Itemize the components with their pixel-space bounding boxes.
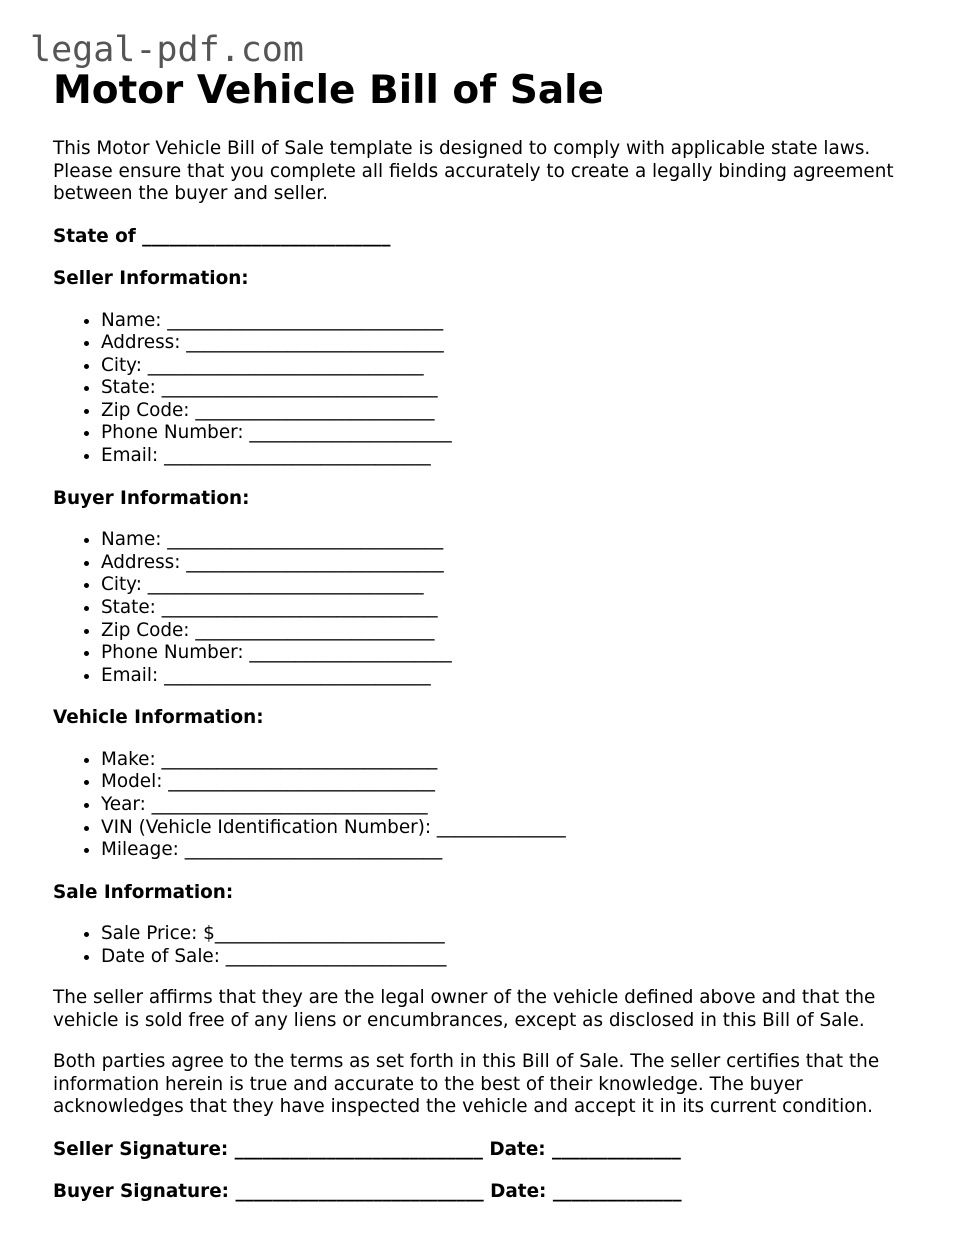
buyer-state-field: • State: ______________________________ xyxy=(101,597,933,620)
vehicle-mileage-field: • Mileage: ____________________________ xyxy=(101,839,933,862)
seller-field-list xyxy=(53,310,933,468)
sale-price-field: • Sale Price: $_________________________ xyxy=(101,923,933,946)
seller-city-field: • City: ______________________________ xyxy=(101,355,933,378)
vehicle-make-field: • Make: ______________________________ xyxy=(101,749,933,772)
sale-date-field: • Date of Sale: ________________________ xyxy=(101,946,933,969)
seller-signature-line: Seller Signature: ___________________________ Date: ______________ xyxy=(53,1138,681,1160)
seller-name-field: • Name: ______________________________ xyxy=(101,310,933,333)
seller-section-heading: Seller Information: xyxy=(53,268,249,289)
intro-paragraph: This Motor Vehicle Bill of Sale template is designed to comply with applicable state laws. Please ensure that you complete all fields accurately to create a legally binding agreement between the buyer and seller. xyxy=(53,138,894,204)
vehicle-vin-field: • VIN (Vehicle Identification Number): ______________ xyxy=(101,817,933,840)
buyer-field-list xyxy=(53,529,933,687)
vehicle-model-field: • Model: _____________________________ xyxy=(101,771,933,794)
buyer-email-field: • Email: _____________________________ xyxy=(101,665,933,688)
buyer-phone-field: • Phone Number: ______________________ xyxy=(101,642,933,665)
vehicle-field-list xyxy=(53,749,933,862)
buyer-address-field: • Address: ____________________________ xyxy=(101,552,933,575)
buyer-name-field: • Name: ______________________________ xyxy=(101,529,933,552)
sale-section-heading: Sale Information: xyxy=(53,881,234,903)
vehicle-year-field: • Year: ______________________________ xyxy=(101,794,933,817)
vehicle-section-heading: Vehicle Information: xyxy=(53,707,264,729)
affirmation-paragraph: The seller affirms that they are the legal owner of the vehicle defined above and that the vehicle is sold free of any liens or encumbrances, except as disclosed in this Bill of Sale. xyxy=(53,987,876,1031)
site-watermark: legal-pdf.com xyxy=(30,30,304,70)
buyer-zip-field: • Zip Code: __________________________ xyxy=(101,620,933,643)
buyer-city-field: • City: ______________________________ xyxy=(101,574,933,597)
seller-zip-field: • Zip Code: __________________________ xyxy=(101,400,933,423)
document-page xyxy=(53,68,933,1204)
buyer-section-heading: Buyer Information: xyxy=(53,487,250,509)
sale-field-list xyxy=(53,923,933,968)
seller-state-field: • State: ______________________________ xyxy=(101,377,933,400)
seller-phone-field: • Phone Number: ______________________ xyxy=(101,422,933,445)
state-field: State of ___________________________ xyxy=(53,225,391,247)
seller-email-field: • Email: _____________________________ xyxy=(101,445,933,468)
agreement-paragraph: Both parties agree to the terms as set forth in this Bill of Sale. The seller certifies that the information herein is true and accurate to the best of their knowledge. The buyer acknowledges that they have inspected the vehicle and accept it in its current condition. xyxy=(53,1051,880,1118)
document-title: Motor Vehicle Bill of Sale xyxy=(53,68,604,113)
seller-address-field: • Address: ____________________________ xyxy=(101,332,933,355)
buyer-signature-line: Buyer Signature: ___________________________ Date: ______________ xyxy=(53,1181,682,1203)
